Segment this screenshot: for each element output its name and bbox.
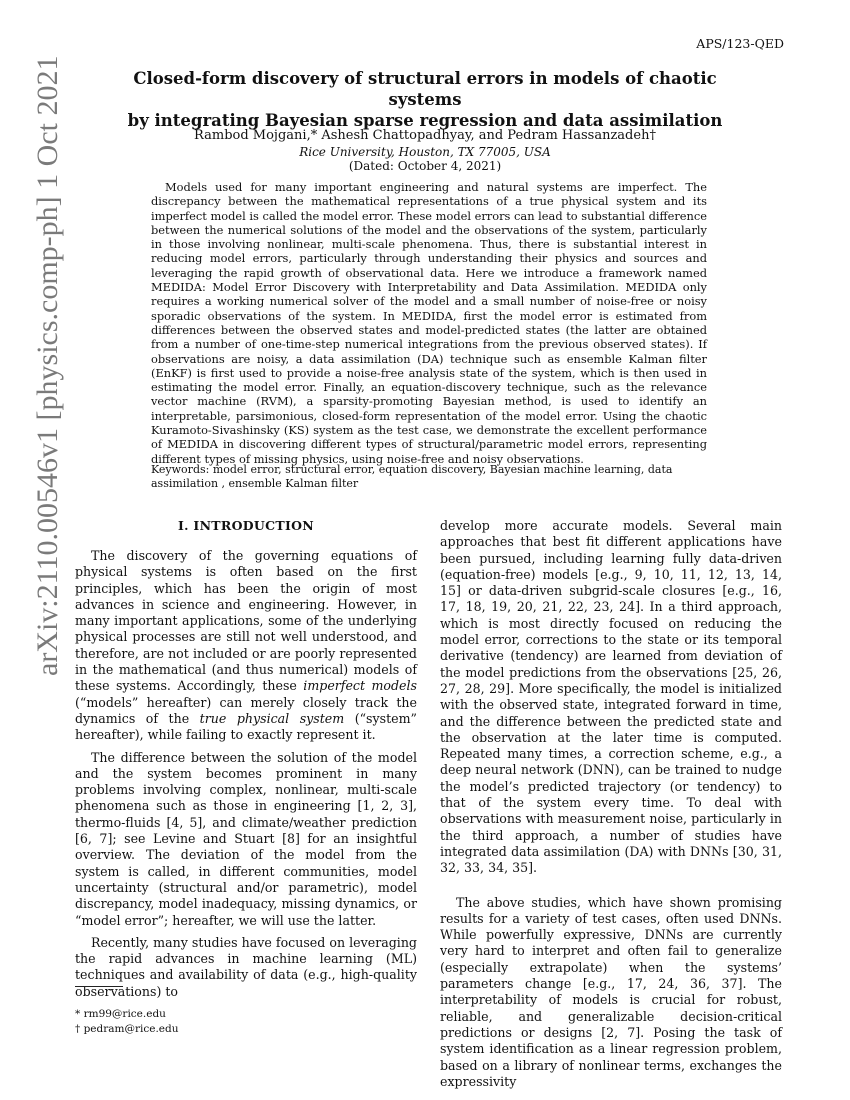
title-line-1: Closed-form discovery of structural errors in models of chaotic systems (133, 69, 717, 109)
footnote-rule (75, 986, 123, 987)
intro-paragraph-3: Recently, many studies have focused on leveraging the rapid advances in machine learning (ML) techniques and availability of data (e.g., high-quality observations) to (75, 934, 417, 999)
left-column (75, 548, 417, 1006)
right-column (440, 518, 782, 1096)
affiliation: Rice University, Houston, TX 77005, USA (299, 145, 551, 159)
footnote-email-1: * rm99@rice.edu (75, 1008, 166, 1020)
abstract: Models used for many important engineering and natural systems are imperfect. The discrepancy between the mathematical representations of a true physical system and its imperfect model is called the model error. These model errors can lead to substantial difference between the numerical solutions of the model and the observations of the system, particularly in those involving nonlinear, multi-scale phenomena. Thus, there is substantial interest in reducing model errors, particularly through understanding their physics and sources and leveraging the rapid growth of observational data. Here we introduce a framework named MEDIDA: Model Error Discovery with Interpretability and Data Assimilation. MEDIDA only requires a working numerical solver of the model and a small number of noise-free or noisy sporadic observations of the system. In MEDIDA, first the model error is estimated from differences between the observed states and model-predicted states (the latter are obtained from a number of one-time-step numerical integrations from the previous observed states). If observations are noisy, a data assimilation (DA) technique such as ensemble Kalman filter (EnKF) is first used to provide a noise-free analysis state of the system, which is then used in estimating the model error. Finally, an equation-discovery technique, such as the relevance vector machine (RVM), a sparsity-promoting Bayesian method, is used to identify an interpretable, parsimonious, closed-form representation of the model error. Using the chaotic Kuramoto-Sivashinsky (KS) system as the test case, we demonstrate the excellent performance of MEDIDA in discovering different types of structural/parametric model errors, representing different types of missing physics, using noise-free and noisy observations. (151, 180, 707, 466)
report-id: APS/123-QED (696, 36, 784, 51)
arxiv-stamp: arXiv:2110.00546v1 [physics.comp-ph] 1 Oct 2021 (31, 55, 64, 676)
paper-title (100, 68, 750, 131)
intro-paragraph-2: The difference between the solution of the model and the system becomes prominent in many problems involving complex, nonlinear, multi-scale phenomena such as those in engineering [1, 2, 3], thermo-fluids [4, 5], and climate/weather prediction [6, 7]; see Levine and Stuart [8] for an insightful overview. The deviation of the model from the system is called, in different communities, model uncertainty (structural and/or parametric), model discrepancy, model inadequacy, missing dynamics, or “model error”; hereafter, we will use the latter. (75, 749, 417, 928)
authors: Rambod Mojgani,* Ashesh Chattopadhyay, and Pedram Hassanzadeh† (194, 128, 656, 143)
title-line-2: by integrating Bayesian sparse regression and data assimilation (127, 111, 723, 130)
section-heading-introduction: I. INTRODUCTION (177, 518, 315, 533)
keywords: Keywords: model error, structural error, equation discovery, Bayesian machine learning, data assimilation , ensemble Kalman filter (151, 463, 673, 490)
intro-paragraph-4: develop more accurate models. Several main approaches that best fit different applications have been pursued, including learning fully data-driven (equation-free) models [e.g., 9, 10, 11, 12, 13, 14, 15] or data-driven subgrid-scale closures [e.g., 16, 17, 18, 19, 20, 21, 22, 23, 24]. In a third approach, which is most directly focused on reducing the model error, corrections to the state or its temporal derivative (tendency) are learned from deviation of the model predictions from the observations [25, 26, 27, 28, 29]. More specifically, the model is initialized with the observed state, integrated forward in time, and the difference between the predicted state and the observation at the later time is computed. Repeated many times, a correction scheme, e.g., a deep neural network (DNN), can be trained to nudge the model’s predicted trajectory (or tendency) to that of the system every time. To deal with observations with measurement noise, particularly in the third approach, a number of studies have integrated data assimilation (DA) with DNNs [30, 31, 32, 33, 34, 35]. (440, 518, 782, 876)
intro-paragraph-5: The above studies, which have shown promising results for a variety of test cases, often used DNNs. While powerfully expressive, DNNs are currently very hard to interpret and often fail to generalize (especially extrapolate) when the systems’ parameters change [e.g., 17, 24, 36, 37]. The interpretability of models is crucial for robust, reliable, and generalizable decision-critical predictions or designs [2, 7]. Posing the task of system identification as a linear regression problem, based on a library of nonlinear terms, exchanges the expressivity (440, 894, 782, 1089)
intro-paragraph-1: The discovery of the governing equations of physical systems is often based on the first principles, which has been the origin of most advances in science and engineering. However, in many important applications, some of the underlying physical processes are still not well understood, and therefore, are not included or are poorly represented in the mathematical (and thus numerical) models of these systems. Accordingly, these imperfect models (“models” hereafter) can merely closely track the dynamics of the true physical system (“system” hereafter), while failing to exactly represent it. (75, 548, 417, 743)
footnote-email-2: † pedram@rice.edu (75, 1023, 179, 1035)
dated: (Dated: October 4, 2021) (348, 159, 502, 173)
